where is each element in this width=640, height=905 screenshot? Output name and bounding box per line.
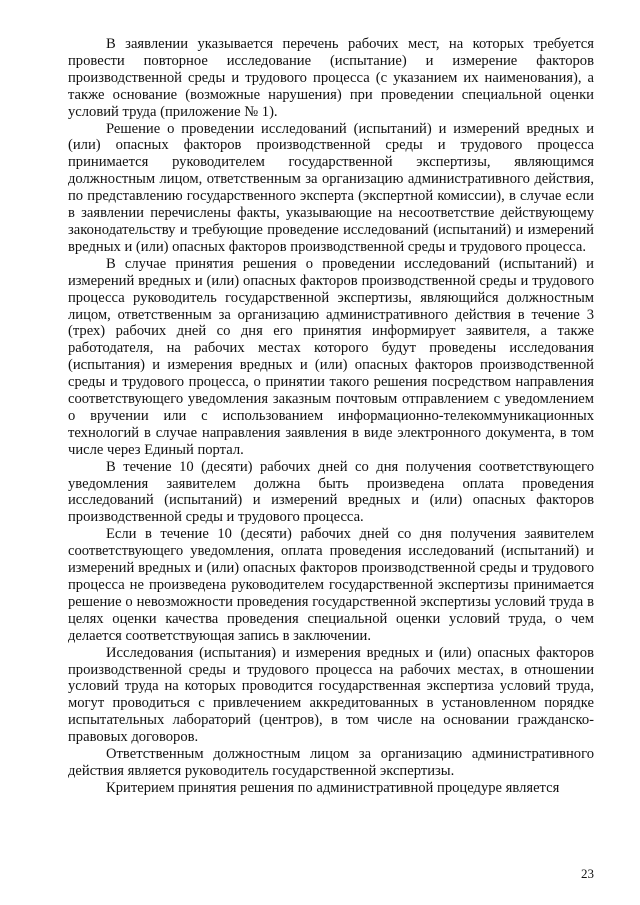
paragraph-decision-criterion: Критерием принятия решения по административной процедуре является [106,779,560,796]
paragraph-accredited-laboratories: Исследования (испытания) и измерения вредных и (или) опасных факторов производственной среды и трудового процесса на рабочих местах, в отношении условий труда на которых проводится государственная экспертиза условий труда, могут проводиться с привлечением аккредитованных в установленном порядке испытательных лабораторий (центров), в том числе на основании гражданско-правовых договоров. [68,644,594,746]
paragraph-payment-deadline: В течение 10 (десяти) рабочих дней со дня получения соответствующего уведомления заявителем должна быть произведена оплата проведения исследований (испытаний) и измерений вредных и (или) опасных факторов производственной среды и трудового процесса. [68,458,594,526]
paragraph-non-payment: Если в течение 10 (десяти) рабочих дней со дня получения заявителем соответствующего уведомления, оплата проведения исследований (испытаний) и измерений вредных и (или) опасных факторов производственной среды и трудового процесса не произведена руководителем государственной экспертизы принимается решение о невозможности проведения государственной экспертизы условий труда в целях оценки качества проведения специальной оценки условий труда, о чем делается соответствующая запись в заключении. [68,526,594,644]
paragraph-decision-on-research: Решение о проведении исследований (испытаний) и измерений вредных и (или) опасных факторов производственной среды и трудового процесса принимается руководителем государственной экспертизы, являющимся должностным лицом, ответственным за организацию административного действия, по представлению государственного эксперта (экспертной комиссии), в случае если в заявлении перечислены факты, указывающие на несоответствие действующему законодательству и требующие проведение исследований (испытаний) и измерений вредных и (или) опасных факторов производственной среды и трудового процесса. [68,120,594,255]
paragraph-responsible-official: Ответственным должностным лицом за организацию административного действия является руководитель государственной экспертизы. [68,746,594,779]
document-body [68,36,594,797]
page-number: 23 [581,866,594,881]
paragraph-list-of-workplaces: В заявлении указывается перечень рабочих мест, на которых требуется провести повторное исследование (испытание) и измерение факторов производственной среды и трудового процесса (с указанием их наименования), а также основание (возможные нарушения) при проведении специальной оценки условий труда (приложение № 1). [68,36,594,120]
paragraph-notification: В случае принятия решения о проведении исследований (испытаний) и измерений вредных и (или) опасных факторов производственной среды и трудового процесса руководитель государственной экспертизы, являющийся должностным лицом, ответственным за организацию административного действия в течение 3 (трех) рабочих дней со дня его принятия информирует заявителя, а также работодателя, на рабочих местах которого будут проведены исследования (испытания) и измерения вредных и (или) опасных факторов производственной среды и трудового процесса, о принятии такого решения посредством направления соответствующего уведомления заказным почтовым отправлением с уведомлением о вручении или с использованием информационно-телекоммуникационных технологий в случае направления заявления в виде электронного документа, в том числе через Единый портал. [68,255,594,458]
